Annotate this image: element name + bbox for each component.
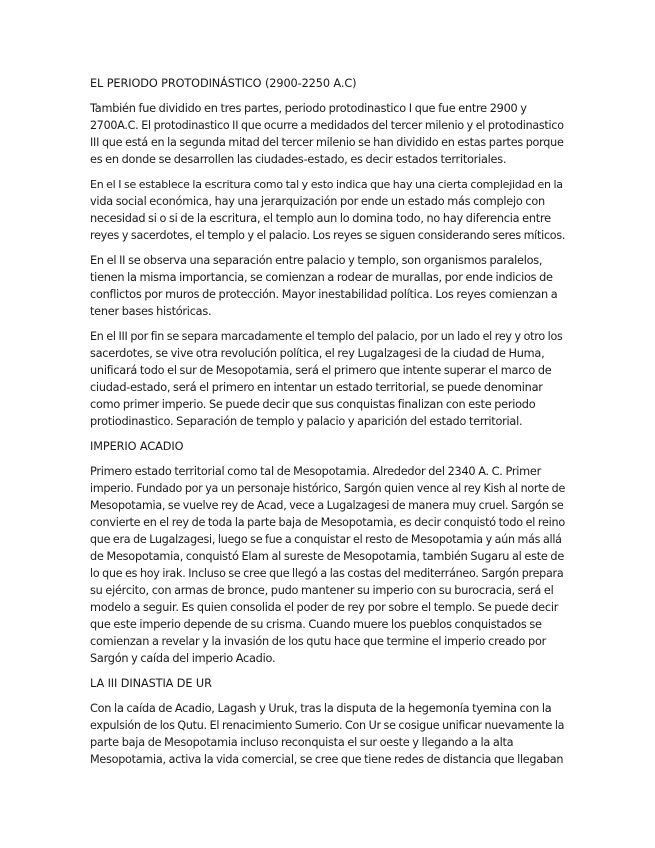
text-line: que este imperio depende de su crisma. Cuando muere los pueblos conquistados se [90,618,542,631]
text-line: que era de Lugalzagesi, luego se fue a conquistar el resto de Mesopotamia y aún más allá [90,533,562,546]
section-heading: IMPERIO ACADIO [90,440,184,453]
section-heading: LA III DINASTIA DE UR [90,677,212,690]
text-line: vida social económica, hay una jerarquización por ende un estado más complejo con [90,195,545,208]
text-line: de Mesopotamia, conquistó Elam al sureste de Mesopotamia, también Sugaru al este de [90,550,565,563]
text-line: expulsión de los Qutu. El renacimiento Sumerio. Con Ur se cosigue unificar nuevamente la [90,719,565,732]
text-line: imperio. Fundado por ya un personaje histórico, Sargón quien vence al rey Kish al norte de [90,482,566,495]
paragraph [90,252,565,320]
text-line: Mesopotamia, se vuelve rey de Acad, vece a Lugalzagesi de manera muy cruel. Sargón se [90,499,564,512]
text-line: comienzan a revelar y la invasión de los qutu hace que termine el imperio creado por [90,635,547,648]
text-line: En el III por fin se separa marcadamente el templo del palacio, por un lado el rey y otro los [90,330,563,343]
document-page [90,75,565,776]
text-line: Mesopotamia, activa la vida comercial, se cree que tiene redes de distancia que llegaban [90,753,564,766]
text-line: convierte en el rey de toda la parte baja de Mesopotamia, es decir conquistó todo el reino [90,516,565,529]
paragraph [90,328,565,430]
text-line: Con la caída de Acadio, Lagash y Uruk, tras la disputa de la hegemonía tyemina con la [90,702,552,715]
text-line: conflictos por muros de protección. Mayor inestabilidad política. Los reyes comienzan a [90,288,558,301]
text-line: reyes y sacerdotes, el templo y el palacio. Los reyes se siguen considerando seres míticos. [90,229,566,242]
text-line: tener bases históricas. [90,305,212,318]
text-line: lo que es hoy irak. Incluso se cree que llegó a las costas del mediterráneo. Sargón prepara [90,567,564,580]
text-line: ciudad-estado, será el primero en intentar un estado territorial, se puede denominar [90,381,543,394]
text-line: es en donde se desarrollen las ciudades-estado, es decir estados territoriales. [90,153,507,166]
text-line: También fue dividido en tres partes, periodo protodinastico I que fue entre 2900 y [90,102,527,115]
text-line: como primer imperio. Se puede decir que sus conquistas finalizan con este periodo [90,398,536,411]
text-line: III que está en la segunda mitad del tercer milenio se han dividido en estas partes porque [90,136,564,149]
paragraph [90,100,565,168]
text-line: unificará todo el sur de Mesopotamia, será el primero que intente superar el marco de [90,364,552,377]
text-line: modelo a seguir. Es quien consolida el poder de rey por sobre el templo. Se puede decir [90,601,559,614]
text-line: En el I se establece la escritura como tal y esto indica que hay una cierta complejidad en la [90,178,563,191]
text-line: En el II se observa una separación entre palacio y templo, son organismos paralelos, [90,254,543,267]
text-line: parte baja de Mesopotamia incluso reconquista el sur oeste y llegando a la alta [90,736,514,749]
text-line: Primero estado territorial como tal de Mesopotamia. Alrededor del 2340 A. C. Primer [90,465,541,478]
text-line: sacerdotes, se vive otra revolución política, el rey Lugalzagesi de la ciudad de Huma, [90,347,545,360]
text-line: necesidad si o si de la escritura, el templo aun lo domina todo, no hay diferencia entre [90,212,551,225]
text-line: Sargón y caída del imperio Acadio. [90,652,276,665]
section-heading: EL PERIODO PROTODINÁSTICO (2900-2250 A.C) [90,77,357,90]
text-line: protiodinastico. Separación de templo y palacio y aparición del estado territorial. [90,415,523,428]
paragraph [90,700,565,768]
text-line: tienen la misma importancia, se comienzan a rodear de murallas, por ende indicios de [90,271,553,284]
text-line: 2700A.C. El protodinastico II que ocurre a medidados del tercer milenio y el protodinastico [90,119,564,132]
paragraph [90,463,565,667]
paragraph [90,176,565,244]
text-line: su ejército, con armas de bronce, pudo mantener su imperio con su burocracia, será el [90,584,554,597]
